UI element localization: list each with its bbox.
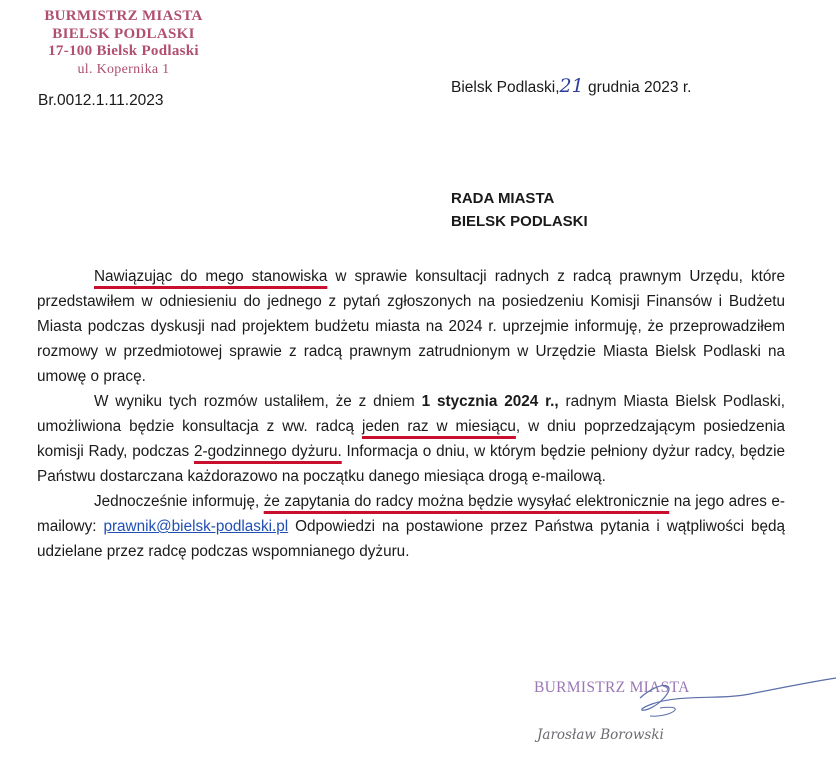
underlined-electronic-queries: że zapytania do radcy można będzie wysyłać elektronicznie bbox=[263, 493, 670, 510]
date-prefix: Bielsk Podlaski, bbox=[451, 79, 560, 96]
handwritten-signature bbox=[600, 670, 837, 730]
underlined-phrase: Nawiązując do mego stanowiska bbox=[94, 268, 328, 285]
paragraph-3-text-2: na jego adres e-mailowy: bbox=[37, 493, 785, 535]
recipient-line-1: RADA MIASTA bbox=[451, 190, 555, 207]
paragraph-2-text-4: Informacja o dniu, w którym będzie pełniony dyżur radcy, będzie Państwu dostarczana każdorazowo na początku danego miesiąca drogą e-mailową. bbox=[37, 443, 786, 485]
underlined-duration: 2-godzinnego dyżuru. bbox=[194, 443, 342, 460]
letter-body bbox=[37, 264, 785, 564]
signature-stamp-title: BURMISTRZ MIASTA bbox=[534, 679, 690, 696]
stamp-line-2: BIELSK PODLASKI bbox=[52, 25, 195, 42]
underlined-frequency: jeden raz w miesiącu bbox=[361, 418, 516, 435]
letter-date bbox=[451, 75, 691, 97]
signatory-name: Jarosław Borowski bbox=[537, 727, 664, 743]
paragraph-2-text-3: , w dniu poprzedzającym posiedzenia komisji Rady, podczas bbox=[37, 418, 785, 460]
reference-number: Br.0012.1.11.2023 bbox=[38, 92, 164, 109]
paragraph-1-text: w sprawie konsultacji radnych z radcą prawnym Urzędu, które przedstawiłem w odniesieniu do jednego z pytań zgłoszonych na posiedzeniu Komisji Finansów i Budżetu Miasta podczas dyskusji nad projektem budżetu miasta na 2024 r. uprzejmie informuję, że przeprowadziłem rozmowy w przedmiotowej sprawie z radcą prawnym zatrudnionym w Urzędzie Miasta Bielsk Podlaski na umowę o pracę. bbox=[37, 268, 785, 385]
paragraph-3-text-3: Odpowiedzi na postawione przez Państwa pytania i wątpliwości będą udzielane przez radcę podczas wspomnianego dyżuru. bbox=[37, 518, 786, 560]
date-day-handwritten: 21 bbox=[559, 75, 584, 97]
stamp-line-4: ul. Kopernika 1 bbox=[77, 61, 170, 77]
paragraph-3-text-1: Jednocześnie informuję, bbox=[94, 493, 264, 510]
date-suffix: grudnia 2023 r. bbox=[588, 79, 692, 96]
paragraph-2 bbox=[37, 389, 785, 489]
recipient-block bbox=[451, 187, 588, 233]
paragraph-2-text-1: W wyniku tych rozmów ustaliłem, że z dniem bbox=[94, 393, 422, 410]
email-link[interactable]: prawnik@bielsk-podlaski.pl bbox=[103, 518, 289, 535]
paragraph-3 bbox=[37, 489, 785, 564]
stamp-line-1: BURMISTRZ MIASTA bbox=[44, 8, 203, 24]
office-stamp bbox=[0, 8, 247, 78]
paragraph-1 bbox=[37, 264, 785, 389]
recipient-line-2: BIELSK PODLASKI bbox=[451, 213, 588, 230]
effective-date: 1 stycznia 2024 r., bbox=[421, 393, 559, 410]
stamp-line-3: 17-100 Bielsk Podlaski bbox=[48, 43, 199, 59]
paragraph-2-text-2: radnym Miasta Bielsk Podlaski, umożliwiona będzie konsultacja z ww. radcą bbox=[37, 393, 786, 435]
